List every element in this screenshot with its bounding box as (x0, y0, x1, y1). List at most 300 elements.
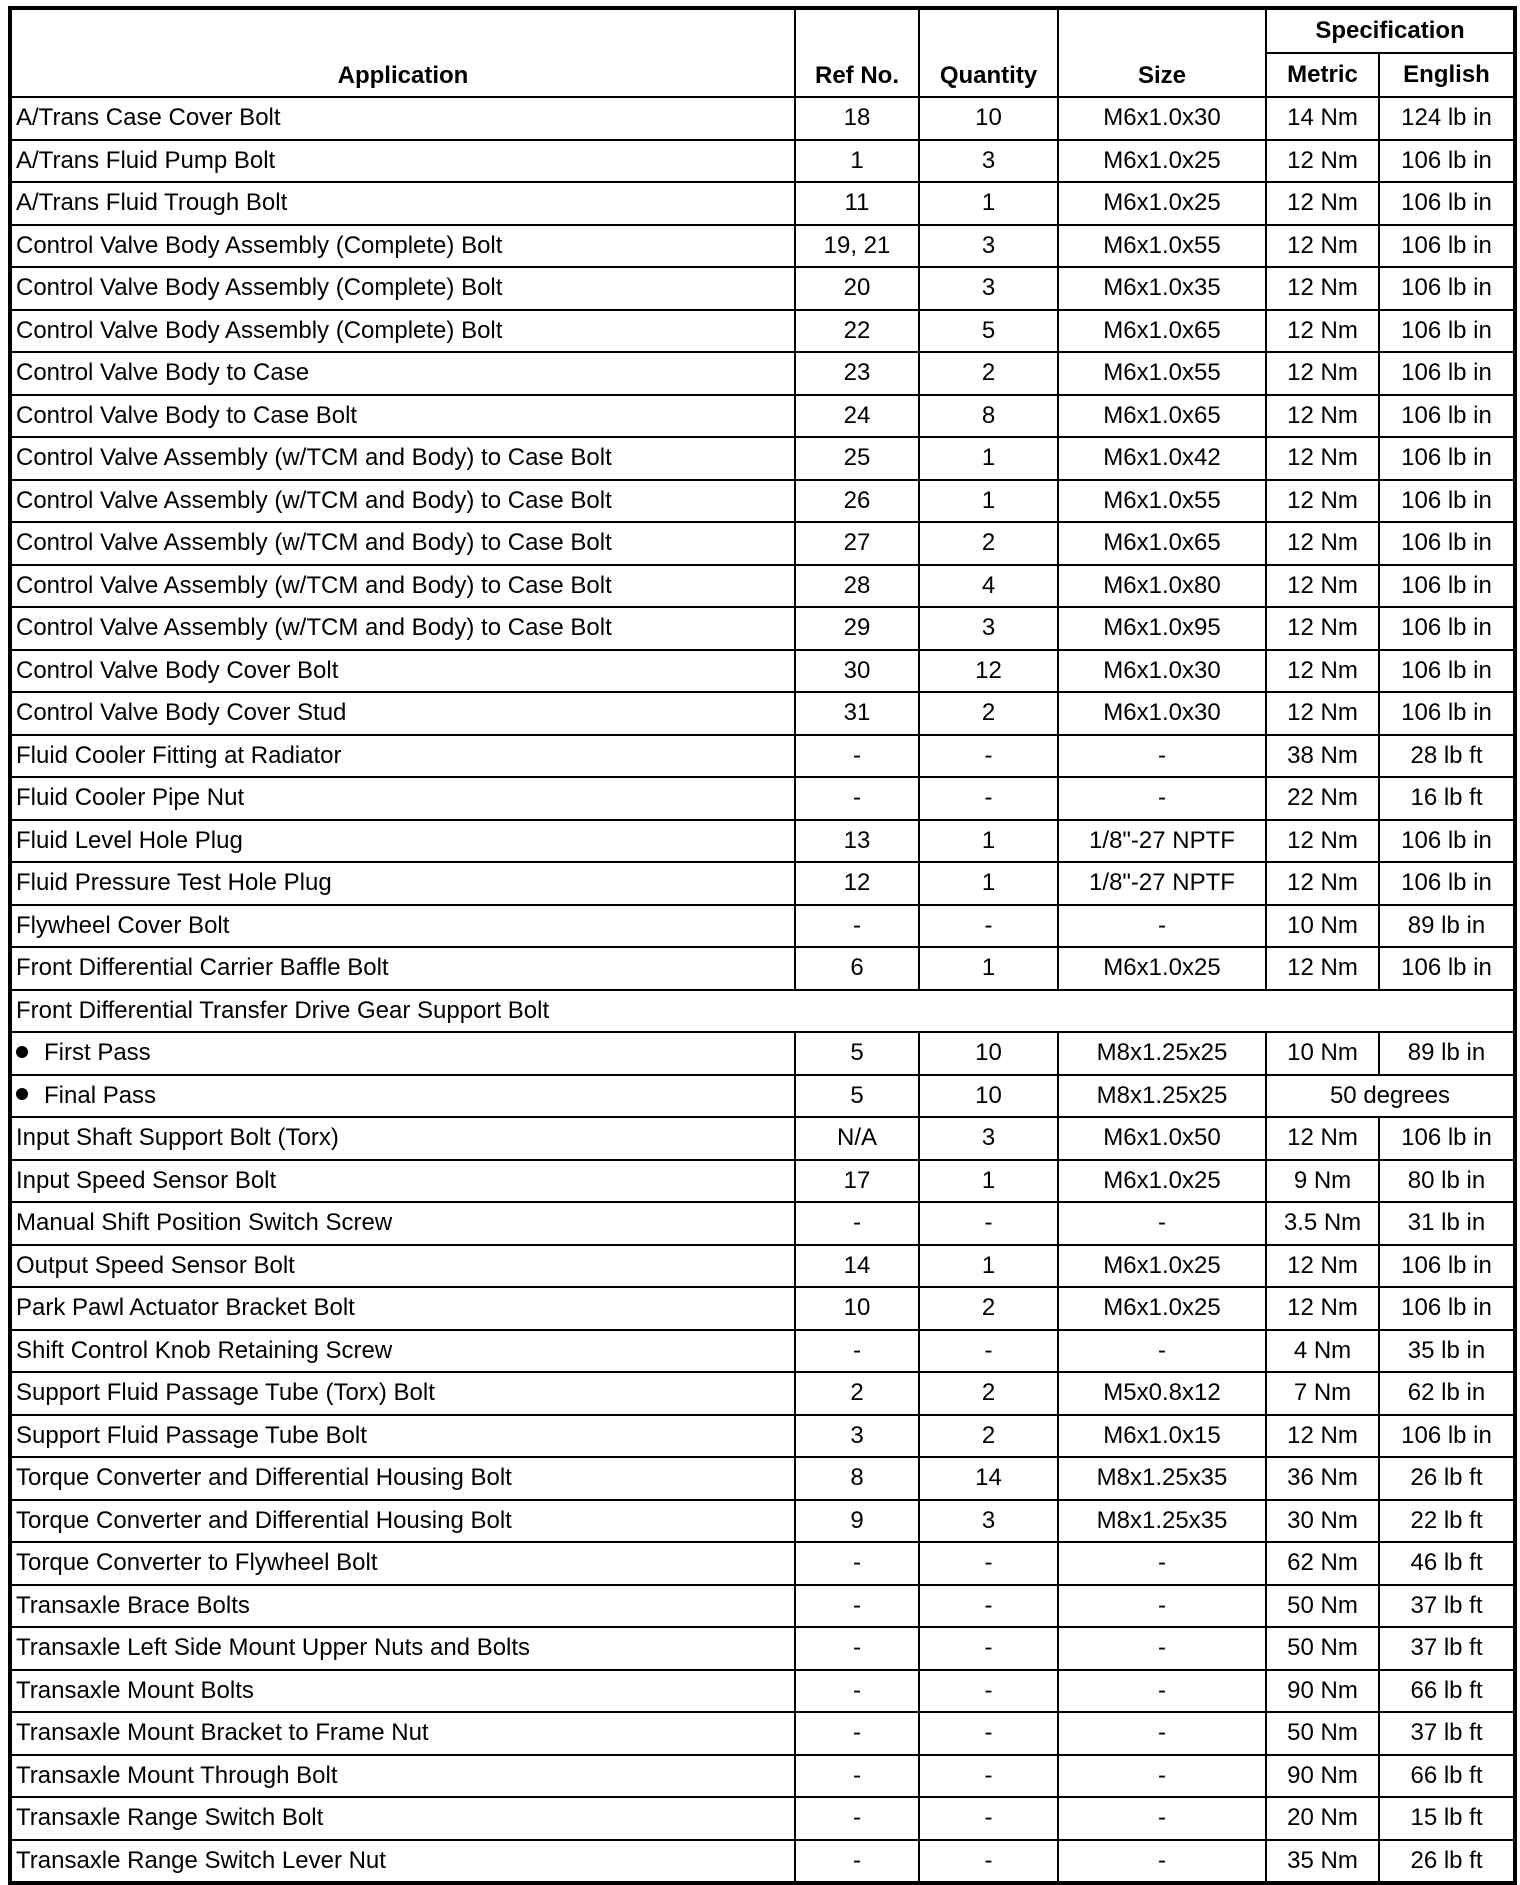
first-pass-english: 89 lb in (1379, 1032, 1515, 1075)
cell-size: 1/8"-27 NPTF (1058, 820, 1266, 863)
cell-application: Fluid Cooler Pipe Nut (10, 777, 795, 820)
cell-size: M6x1.0x30 (1058, 692, 1266, 735)
final-pass-size: M8x1.25x25 (1058, 1075, 1266, 1118)
cell-size: M6x1.0x30 (1058, 650, 1266, 693)
cell-english: 106 lb in (1379, 607, 1515, 650)
cell-application: Control Valve Assembly (w/TCM and Body) to Case Bolt (10, 565, 795, 608)
table-row (10, 182, 1515, 225)
cell-quantity: 2 (919, 522, 1058, 565)
cell-metric: 14 Nm (1266, 97, 1379, 140)
cell-metric: 12 Nm (1266, 650, 1379, 693)
cell-application: Output Speed Sensor Bolt (10, 1245, 795, 1288)
cell-size: M6x1.0x55 (1058, 352, 1266, 395)
cell-application: Torque Converter and Differential Housing Bolt (10, 1457, 795, 1500)
first-pass-label: First Pass (44, 1039, 151, 1067)
cell-application: Control Valve Assembly (w/TCM and Body) to Case Bolt (10, 522, 795, 565)
table-row (10, 735, 1515, 778)
cell-application: Torque Converter to Flywheel Bolt (10, 1542, 795, 1585)
cell-quantity: 14 (919, 1457, 1058, 1500)
cell-english: 106 lb in (1379, 352, 1515, 395)
cell-application: Input Speed Sensor Bolt (10, 1160, 795, 1203)
cell-application: Transaxle Mount Through Bolt (10, 1755, 795, 1798)
cell-metric: 12 Nm (1266, 395, 1379, 438)
cell-application: Control Valve Body Assembly (Complete) Bolt (10, 225, 795, 268)
cell-size: 1/8"-27 NPTF (1058, 862, 1266, 905)
cell-metric: 12 Nm (1266, 1117, 1379, 1160)
cell-quantity: - (919, 1755, 1058, 1798)
cell-quantity: 1 (919, 437, 1058, 480)
cell-size: M6x1.0x50 (1058, 1117, 1266, 1160)
cell-ref-no: - (795, 1840, 919, 1884)
table-row (10, 1797, 1515, 1840)
cell-ref-no: 13 (795, 820, 919, 863)
cell-english: 106 lb in (1379, 522, 1515, 565)
cell-english: 35 lb in (1379, 1330, 1515, 1373)
cell-metric: 12 Nm (1266, 1245, 1379, 1288)
table-row (10, 1287, 1515, 1330)
cell-metric: 12 Nm (1266, 607, 1379, 650)
cell-metric: 50 Nm (1266, 1627, 1379, 1670)
cell-english: 106 lb in (1379, 862, 1515, 905)
cell-english: 66 lb ft (1379, 1755, 1515, 1798)
cell-ref-no: 11 (795, 182, 919, 225)
cell-size: M6x1.0x25 (1058, 947, 1266, 990)
cell-ref-no: - (795, 1627, 919, 1670)
cell-size: M6x1.0x25 (1058, 1245, 1266, 1288)
cell-ref-no: 29 (795, 607, 919, 650)
table-row (10, 862, 1515, 905)
cell-application: Control Valve Body to Case Bolt (10, 395, 795, 438)
cell-ref-no: 26 (795, 480, 919, 523)
final-pass-ref: 5 (795, 1075, 919, 1118)
table-body-top (10, 97, 1515, 990)
cell-size: - (1058, 1542, 1266, 1585)
cell-application: Control Valve Body Assembly (Complete) Bolt (10, 267, 795, 310)
cell-ref-no: 28 (795, 565, 919, 608)
cell-ref-no: 1 (795, 140, 919, 183)
cell-english: 15 lb ft (1379, 1797, 1515, 1840)
cell-english: 28 lb ft (1379, 735, 1515, 778)
cell-size: - (1058, 1797, 1266, 1840)
cell-english: 106 lb in (1379, 1415, 1515, 1458)
cell-size: - (1058, 1755, 1266, 1798)
header-size: Size (1058, 8, 1266, 97)
cell-english: 37 lb ft (1379, 1585, 1515, 1628)
cell-application: Torque Converter and Differential Housing Bolt (10, 1500, 795, 1543)
cell-application: Control Valve Body Cover Bolt (10, 650, 795, 693)
fastener-spec-table (8, 6, 1517, 1885)
cell-ref-no: 18 (795, 97, 919, 140)
cell-application: Transaxle Mount Bracket to Frame Nut (10, 1712, 795, 1755)
cell-ref-no: 17 (795, 1160, 919, 1203)
cell-metric: 20 Nm (1266, 1797, 1379, 1840)
table-row (10, 1585, 1515, 1628)
cell-ref-no: - (795, 1755, 919, 1798)
cell-quantity: - (919, 1627, 1058, 1670)
table-row (10, 905, 1515, 948)
cell-metric: 12 Nm (1266, 182, 1379, 225)
cell-ref-no: - (795, 1202, 919, 1245)
first-pass-metric: 10 Nm (1266, 1032, 1379, 1075)
table-row (10, 1542, 1515, 1585)
cell-english: 106 lb in (1379, 1117, 1515, 1160)
cell-english: 66 lb ft (1379, 1670, 1515, 1713)
cell-english: 106 lb in (1379, 225, 1515, 268)
cell-metric: 12 Nm (1266, 820, 1379, 863)
cell-quantity: 3 (919, 1500, 1058, 1543)
cell-size: M6x1.0x25 (1058, 1287, 1266, 1330)
cell-ref-no: N/A (795, 1117, 919, 1160)
cell-application: Park Pawl Actuator Bracket Bolt (10, 1287, 795, 1330)
cell-metric: 12 Nm (1266, 565, 1379, 608)
cell-size: - (1058, 1627, 1266, 1670)
cell-quantity: - (919, 1330, 1058, 1373)
group-title: Front Differential Transfer Drive Gear Support Bolt (10, 990, 1515, 1033)
cell-quantity: 2 (919, 1415, 1058, 1458)
cell-ref-no: 10 (795, 1287, 919, 1330)
cell-size: - (1058, 777, 1266, 820)
cell-application: Manual Shift Position Switch Screw (10, 1202, 795, 1245)
final-pass-spec: 50 degrees (1266, 1075, 1515, 1118)
cell-ref-no: 3 (795, 1415, 919, 1458)
cell-quantity: 2 (919, 352, 1058, 395)
table-row (10, 692, 1515, 735)
cell-metric: 22 Nm (1266, 777, 1379, 820)
cell-english: 37 lb ft (1379, 1627, 1515, 1670)
cell-size: - (1058, 1670, 1266, 1713)
cell-english: 106 lb in (1379, 480, 1515, 523)
cell-application: Input Shaft Support Bolt (Torx) (10, 1117, 795, 1160)
cell-english: 124 lb in (1379, 97, 1515, 140)
cell-metric: 12 Nm (1266, 352, 1379, 395)
cell-application: Transaxle Range Switch Bolt (10, 1797, 795, 1840)
cell-quantity: 1 (919, 480, 1058, 523)
cell-size: M6x1.0x55 (1058, 225, 1266, 268)
cell-metric: 12 Nm (1266, 692, 1379, 735)
first-pass-qty: 10 (919, 1032, 1058, 1075)
table-row (10, 1117, 1515, 1160)
cell-english: 26 lb ft (1379, 1457, 1515, 1500)
cell-application: Support Fluid Passage Tube (Torx) Bolt (10, 1372, 795, 1415)
cell-quantity: 8 (919, 395, 1058, 438)
cell-quantity: 1 (919, 862, 1058, 905)
group-transfer-drive-gear (10, 990, 1515, 1118)
cell-size: M8x1.25x35 (1058, 1500, 1266, 1543)
cell-english: 106 lb in (1379, 182, 1515, 225)
cell-quantity: 1 (919, 1160, 1058, 1203)
cell-metric: 12 Nm (1266, 267, 1379, 310)
cell-english: 37 lb ft (1379, 1712, 1515, 1755)
cell-metric: 12 Nm (1266, 522, 1379, 565)
cell-metric: 12 Nm (1266, 140, 1379, 183)
cell-application: Transaxle Range Switch Lever Nut (10, 1840, 795, 1884)
table-row (10, 395, 1515, 438)
cell-english: 106 lb in (1379, 140, 1515, 183)
cell-quantity: 3 (919, 225, 1058, 268)
table-row (10, 1457, 1515, 1500)
final-pass-label: Final Pass (44, 1081, 157, 1109)
cell-application: Control Valve Assembly (w/TCM and Body) to Case Bolt (10, 437, 795, 480)
cell-size: M6x1.0x65 (1058, 310, 1266, 353)
cell-ref-no: - (795, 905, 919, 948)
cell-size: - (1058, 1202, 1266, 1245)
cell-application: A/Trans Fluid Trough Bolt (10, 182, 795, 225)
cell-english: 106 lb in (1379, 820, 1515, 863)
cell-english: 89 lb in (1379, 905, 1515, 948)
cell-metric: 12 Nm (1266, 947, 1379, 990)
cell-application: Transaxle Brace Bolts (10, 1585, 795, 1628)
cell-metric: 30 Nm (1266, 1500, 1379, 1543)
cell-ref-no: 27 (795, 522, 919, 565)
cell-metric: 12 Nm (1266, 437, 1379, 480)
table-row (10, 310, 1515, 353)
cell-quantity: - (919, 1202, 1058, 1245)
cell-size: M6x1.0x25 (1058, 1160, 1266, 1203)
cell-quantity: - (919, 735, 1058, 778)
table-row (10, 352, 1515, 395)
table-row (10, 1755, 1515, 1798)
cell-english: 106 lb in (1379, 267, 1515, 310)
final-pass-label-cell (10, 1075, 795, 1118)
cell-english: 22 lb ft (1379, 1500, 1515, 1543)
cell-ref-no: 30 (795, 650, 919, 693)
final-pass-row (10, 1075, 1515, 1118)
cell-quantity: 10 (919, 97, 1058, 140)
cell-size: M6x1.0x42 (1058, 437, 1266, 480)
cell-metric: 12 Nm (1266, 1415, 1379, 1458)
cell-size: - (1058, 735, 1266, 778)
cell-quantity: 3 (919, 1117, 1058, 1160)
cell-english: 106 lb in (1379, 565, 1515, 608)
cell-english: 62 lb in (1379, 1372, 1515, 1415)
cell-metric: 90 Nm (1266, 1755, 1379, 1798)
table-row (10, 565, 1515, 608)
cell-english: 26 lb ft (1379, 1840, 1515, 1884)
cell-metric: 12 Nm (1266, 862, 1379, 905)
cell-ref-no: 2 (795, 1372, 919, 1415)
cell-quantity: - (919, 1670, 1058, 1713)
cell-ref-no: 14 (795, 1245, 919, 1288)
cell-english: 31 lb in (1379, 1202, 1515, 1245)
cell-english: 80 lb in (1379, 1160, 1515, 1203)
cell-metric: 9 Nm (1266, 1160, 1379, 1203)
cell-metric: 36 Nm (1266, 1457, 1379, 1500)
cell-application: Shift Control Knob Retaining Screw (10, 1330, 795, 1373)
bullet-icon (16, 1046, 28, 1058)
cell-application: Front Differential Carrier Baffle Bolt (10, 947, 795, 990)
cell-english: 106 lb in (1379, 1245, 1515, 1288)
header-metric: Metric (1266, 53, 1379, 97)
cell-quantity: - (919, 1712, 1058, 1755)
first-pass-label-cell (10, 1032, 795, 1075)
table-body-bottom (10, 1117, 1515, 1883)
first-pass-row (10, 1032, 1515, 1075)
cell-ref-no: 19, 21 (795, 225, 919, 268)
table-row (10, 1372, 1515, 1415)
cell-metric: 38 Nm (1266, 735, 1379, 778)
cell-quantity: 2 (919, 1372, 1058, 1415)
header-application: Application (10, 8, 795, 97)
cell-ref-no: - (795, 735, 919, 778)
cell-application: Control Valve Body Assembly (Complete) Bolt (10, 310, 795, 353)
cell-quantity: 1 (919, 182, 1058, 225)
cell-metric: 3.5 Nm (1266, 1202, 1379, 1245)
table-row (10, 522, 1515, 565)
cell-ref-no: 24 (795, 395, 919, 438)
cell-english: 106 lb in (1379, 650, 1515, 693)
cell-english: 46 lb ft (1379, 1542, 1515, 1585)
table-row (10, 97, 1515, 140)
table-row (10, 777, 1515, 820)
cell-ref-no: 23 (795, 352, 919, 395)
table-row (10, 607, 1515, 650)
table-row (10, 947, 1515, 990)
table-row (10, 1840, 1515, 1884)
cell-application: Control Valve Body Cover Stud (10, 692, 795, 735)
cell-quantity: 5 (919, 310, 1058, 353)
cell-quantity: 2 (919, 1287, 1058, 1330)
cell-metric: 50 Nm (1266, 1712, 1379, 1755)
first-pass-size: M8x1.25x25 (1058, 1032, 1266, 1075)
cell-application: Support Fluid Passage Tube Bolt (10, 1415, 795, 1458)
cell-size: M6x1.0x55 (1058, 480, 1266, 523)
cell-english: 106 lb in (1379, 692, 1515, 735)
cell-size: M6x1.0x15 (1058, 1415, 1266, 1458)
header-ref-no: Ref No. (795, 8, 919, 97)
cell-ref-no: - (795, 1585, 919, 1628)
header-quantity: Quantity (919, 8, 1058, 97)
cell-ref-no: - (795, 1712, 919, 1755)
cell-ref-no: 20 (795, 267, 919, 310)
cell-metric: 62 Nm (1266, 1542, 1379, 1585)
cell-size: - (1058, 1712, 1266, 1755)
cell-application: Control Valve Assembly (w/TCM and Body) to Case Bolt (10, 607, 795, 650)
cell-ref-no: 9 (795, 1500, 919, 1543)
cell-ref-no: - (795, 1542, 919, 1585)
cell-size: M5x0.8x12 (1058, 1372, 1266, 1415)
table-row (10, 1160, 1515, 1203)
table-row (10, 1500, 1515, 1543)
cell-quantity: 12 (919, 650, 1058, 693)
cell-metric: 4 Nm (1266, 1330, 1379, 1373)
cell-application: Fluid Cooler Fitting at Radiator (10, 735, 795, 778)
table-row (10, 1245, 1515, 1288)
cell-application: Transaxle Left Side Mount Upper Nuts and Bolts (10, 1627, 795, 1670)
table-row (10, 1415, 1515, 1458)
cell-quantity: 4 (919, 565, 1058, 608)
cell-size: M6x1.0x65 (1058, 522, 1266, 565)
table-row (10, 650, 1515, 693)
cell-size: M8x1.25x35 (1058, 1457, 1266, 1500)
cell-ref-no: - (795, 1797, 919, 1840)
cell-size: M6x1.0x35 (1058, 267, 1266, 310)
cell-quantity: 3 (919, 267, 1058, 310)
cell-size: - (1058, 1585, 1266, 1628)
table-row (10, 267, 1515, 310)
table-row (10, 1712, 1515, 1755)
header-specification: Specification (1266, 8, 1515, 53)
cell-metric: 90 Nm (1266, 1670, 1379, 1713)
cell-size: M6x1.0x30 (1058, 97, 1266, 140)
table-row (10, 1627, 1515, 1670)
cell-quantity: - (919, 1840, 1058, 1884)
cell-english: 106 lb in (1379, 947, 1515, 990)
cell-ref-no: - (795, 777, 919, 820)
cell-size: M6x1.0x25 (1058, 140, 1266, 183)
cell-application: Flywheel Cover Bolt (10, 905, 795, 948)
cell-quantity: 1 (919, 1245, 1058, 1288)
cell-metric: 7 Nm (1266, 1372, 1379, 1415)
cell-application: Control Valve Body to Case (10, 352, 795, 395)
cell-size: - (1058, 1330, 1266, 1373)
cell-size: M6x1.0x25 (1058, 182, 1266, 225)
cell-metric: 35 Nm (1266, 1840, 1379, 1884)
cell-size: M6x1.0x80 (1058, 565, 1266, 608)
cell-ref-no: 31 (795, 692, 919, 735)
cell-english: 106 lb in (1379, 1287, 1515, 1330)
cell-size: - (1058, 905, 1266, 948)
first-pass-ref: 5 (795, 1032, 919, 1075)
cell-english: 16 lb ft (1379, 777, 1515, 820)
bullet-icon (16, 1088, 28, 1100)
table-row (10, 1670, 1515, 1713)
cell-size: M6x1.0x65 (1058, 395, 1266, 438)
cell-quantity: 1 (919, 820, 1058, 863)
cell-english: 106 lb in (1379, 437, 1515, 480)
cell-application: Transaxle Mount Bolts (10, 1670, 795, 1713)
cell-english: 106 lb in (1379, 395, 1515, 438)
cell-size: - (1058, 1840, 1266, 1884)
cell-quantity: - (919, 1585, 1058, 1628)
table-row (10, 480, 1515, 523)
final-pass-qty: 10 (919, 1075, 1058, 1118)
cell-ref-no: 25 (795, 437, 919, 480)
table-row (10, 140, 1515, 183)
cell-quantity: 2 (919, 692, 1058, 735)
cell-application: A/Trans Case Cover Bolt (10, 97, 795, 140)
cell-application: A/Trans Fluid Pump Bolt (10, 140, 795, 183)
cell-metric: 12 Nm (1266, 1287, 1379, 1330)
cell-metric: 12 Nm (1266, 480, 1379, 523)
cell-quantity: 3 (919, 607, 1058, 650)
cell-quantity: 1 (919, 947, 1058, 990)
cell-metric: 10 Nm (1266, 905, 1379, 948)
cell-ref-no: - (795, 1670, 919, 1713)
table-row (10, 820, 1515, 863)
cell-metric: 12 Nm (1266, 225, 1379, 268)
cell-ref-no: 22 (795, 310, 919, 353)
cell-metric: 50 Nm (1266, 1585, 1379, 1628)
cell-application: Control Valve Assembly (w/TCM and Body) to Case Bolt (10, 480, 795, 523)
table-row (10, 437, 1515, 480)
cell-size: M6x1.0x95 (1058, 607, 1266, 650)
header-english: English (1379, 53, 1515, 97)
cell-metric: 12 Nm (1266, 310, 1379, 353)
cell-english: 106 lb in (1379, 310, 1515, 353)
table-row (10, 1202, 1515, 1245)
cell-quantity: - (919, 905, 1058, 948)
table-row (10, 1330, 1515, 1373)
cell-ref-no: - (795, 1330, 919, 1373)
cell-quantity: 3 (919, 140, 1058, 183)
cell-ref-no: 6 (795, 947, 919, 990)
cell-ref-no: 8 (795, 1457, 919, 1500)
cell-quantity: - (919, 1797, 1058, 1840)
cell-quantity: - (919, 1542, 1058, 1585)
cell-application: Fluid Pressure Test Hole Plug (10, 862, 795, 905)
table-row (10, 225, 1515, 268)
cell-application: Fluid Level Hole Plug (10, 820, 795, 863)
